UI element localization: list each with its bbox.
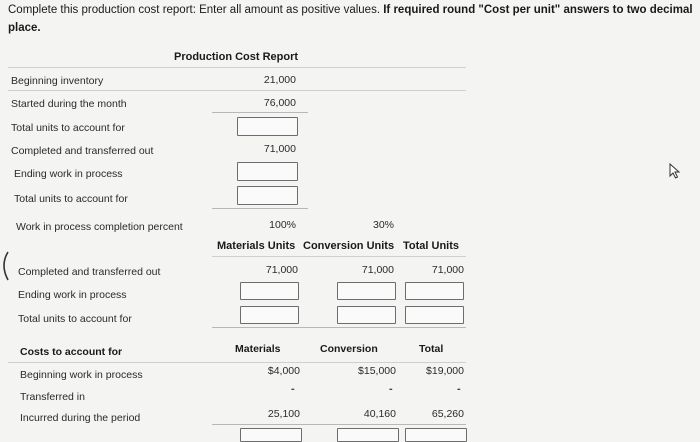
total-costs-conversion-input[interactable] xyxy=(337,428,399,442)
incurred-materials: 25,100 xyxy=(267,408,300,420)
expand-arc-icon xyxy=(0,251,10,281)
beginning-inventory-label: Beginning inventory xyxy=(11,75,104,87)
eu-ending-wip-label: Ending work in process xyxy=(18,289,127,301)
incurred-conversion: 40,160 xyxy=(363,408,396,420)
eu-total-total-input[interactable] xyxy=(405,306,464,324)
total-units-input[interactable] xyxy=(237,117,298,136)
eu-conversion-header: Conversion Units xyxy=(303,240,395,252)
eu-completed-materials: 71,000 xyxy=(265,264,298,276)
total-accounted-label: Total units to account for xyxy=(14,193,128,205)
eu-materials-header: Materials Units xyxy=(217,240,296,252)
completion-materials: 100% xyxy=(269,219,296,231)
instructions-lead: Complete this production cost report: Enter all amount as positive values. xyxy=(8,4,381,16)
eu-total-conversion-input[interactable] xyxy=(337,306,396,324)
ending-wip-input[interactable] xyxy=(237,162,298,181)
beginning-wip-label: Beginning work in process xyxy=(20,369,143,381)
total-accounted-input[interactable] xyxy=(237,186,298,205)
completed-label: Completed and transferred out xyxy=(11,145,154,157)
instructions-rounding: If required round "Cost per unit" answers to two decimal place. xyxy=(8,4,693,34)
transferred-in-materials: - xyxy=(291,383,295,395)
costs-section-label: Costs to account for xyxy=(20,346,123,358)
mouse-pointer-icon xyxy=(668,163,682,179)
transferred-in-total: - xyxy=(457,383,461,395)
eu-total-label: Total units to account for xyxy=(18,313,132,325)
eu-ending-wip-conversion-input[interactable] xyxy=(337,282,396,300)
completion-conversion: 30% xyxy=(372,219,394,231)
ending-wip-label: Ending work in process xyxy=(14,168,123,180)
eu-completed-total: 71,000 xyxy=(431,264,464,276)
incurred-total: 65,260 xyxy=(431,408,464,420)
total-costs-materials-input[interactable] xyxy=(240,428,302,442)
eu-completed-conversion: 71,000 xyxy=(361,264,394,276)
total-costs-total-input[interactable] xyxy=(405,428,467,442)
instructions xyxy=(8,1,694,37)
started-label: Started during the month xyxy=(11,98,127,110)
transferred-in-conversion: - xyxy=(389,383,393,395)
total-units-label: Total units to account for xyxy=(11,122,125,134)
costs-total-header: Total xyxy=(419,343,444,355)
beginning-inventory-value: 21,000 xyxy=(263,74,296,86)
beginning-wip-conversion: $15,000 xyxy=(358,365,396,377)
incurred-label: Incurred during the period xyxy=(20,412,141,424)
eu-completed-label: Completed and transferred out xyxy=(18,266,161,278)
costs-conversion-header: Conversion xyxy=(320,343,378,355)
beginning-wip-total: $19,000 xyxy=(426,365,464,377)
transferred-in-label: Transferred in xyxy=(20,391,85,403)
completion-percent-label: Work in process completion percent xyxy=(16,221,183,233)
report-title: Production Cost Report xyxy=(174,51,299,63)
costs-materials-header: Materials xyxy=(235,343,281,355)
eu-ending-wip-total-input[interactable] xyxy=(405,282,464,300)
started-value: 76,000 xyxy=(263,97,296,109)
completed-value: 71,000 xyxy=(263,143,296,155)
eu-total-materials-input[interactable] xyxy=(240,306,299,324)
eu-total-header: Total Units xyxy=(403,240,460,252)
eu-ending-wip-materials-input[interactable] xyxy=(240,282,299,300)
beginning-wip-materials: $4,000 xyxy=(267,365,300,377)
